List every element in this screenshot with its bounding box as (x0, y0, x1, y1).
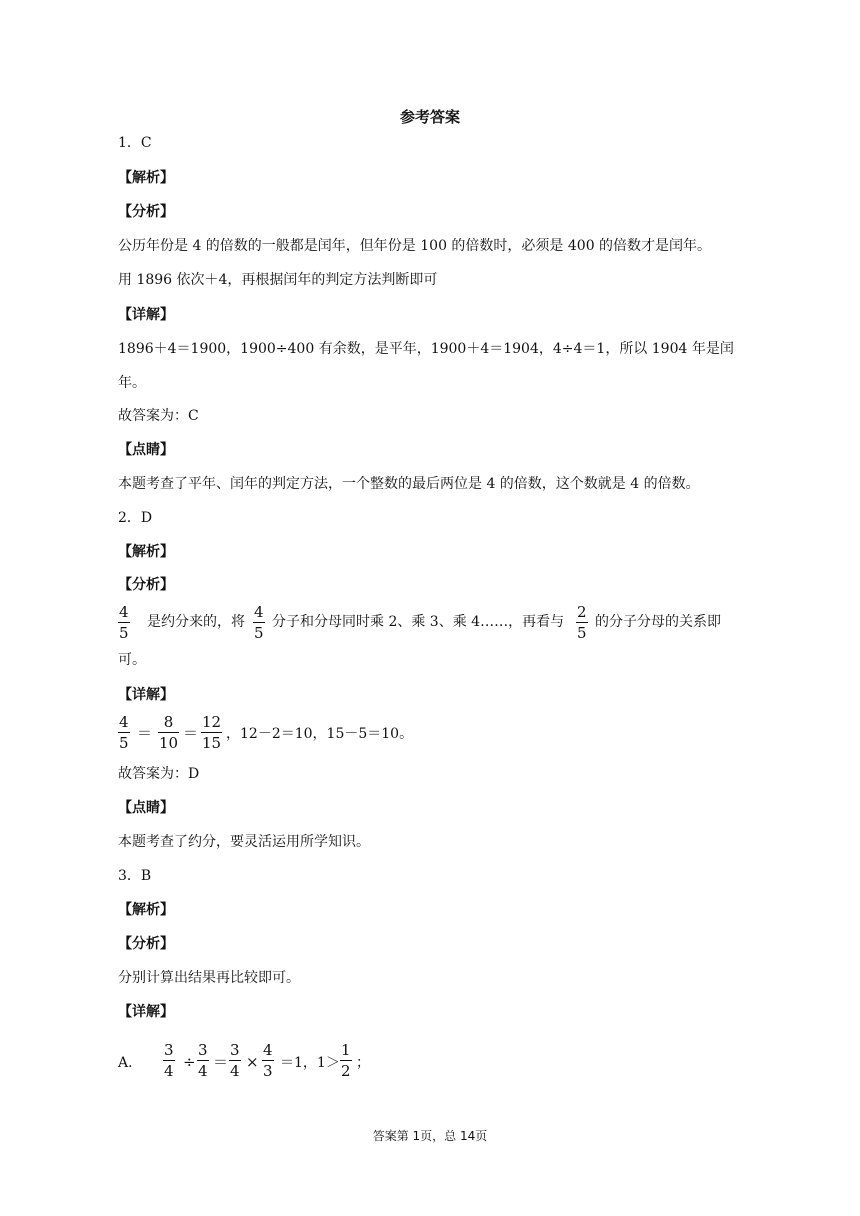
q3-fenxi-line1: 分别计算出结果再比较即可。 (118, 970, 300, 986)
fraction-bar (197, 1060, 209, 1061)
q2-fenxi-text-a: 是约分来的，将 (147, 614, 245, 630)
denominator: 15 (202, 734, 222, 752)
q3-jiexi-label: 【解析】 (118, 902, 174, 918)
q2-equals-2: ＝ (183, 724, 199, 742)
q2-dianjing-line1: 本题考查了约分，要灵活运用所学知识。 (118, 834, 370, 850)
denominator: 5 (119, 624, 129, 642)
numerator: 2 (577, 603, 587, 621)
q3-end-punct: ； (356, 1055, 370, 1071)
denominator: 5 (119, 734, 129, 752)
page-title: 参考答案 (399, 108, 460, 126)
q3-divide: ÷ (183, 1053, 196, 1071)
q2-equals-1: ＝ (137, 724, 153, 742)
q1-xiangjie-line1: 1896＋4＝1900，1900÷400 有余数，是平年，1900＋4＝1904，4÷4＝1，所以 1904 年是闰 (118, 341, 734, 357)
numerator: 8 (163, 713, 174, 731)
q2-xiangjie-rest: ，12－2＝10，15－5＝10。 (226, 726, 414, 742)
q1-dianjing-line1: 本题考查了平年、闰年的判定方法，一个整数的最后两位是 4 的倍数，这个数就是 4 的倍数。 (118, 476, 700, 492)
q3-a-fraction-4-3 (262, 1041, 274, 1080)
denominator: 2 (341, 1062, 351, 1080)
q1-final-answer: 故答案为：C (118, 408, 199, 424)
fraction-bar (340, 1060, 352, 1061)
q3-xiangjie-label: 【详解】 (118, 1004, 174, 1020)
q2-fenxi-text-c: 的分子分母的关系即 (595, 614, 721, 630)
q2-fenxi-label: 【分析】 (118, 577, 174, 593)
denominator: 4 (164, 1062, 174, 1080)
denominator: 5 (254, 624, 264, 642)
q1-answer: 1．C (118, 135, 152, 151)
fraction-bar (201, 732, 222, 733)
q2-eq-fraction-8-10 (158, 713, 179, 752)
fraction-bar (163, 1060, 175, 1061)
denominator: 3 (263, 1062, 273, 1080)
q3-a-fraction-1-2 (340, 1041, 352, 1080)
q2-xiangjie-label: 【详解】 (118, 687, 174, 703)
q2-eq-fraction-12-15 (201, 713, 222, 752)
q3-mid-text: ＝1，1＞ (280, 1055, 340, 1071)
q3-times: × (246, 1053, 259, 1071)
q1-jiexi-label: 【解析】 (118, 170, 174, 186)
fraction-bar (262, 1060, 274, 1061)
fraction-bar (118, 622, 130, 623)
q3-equals: ＝ (213, 1053, 229, 1071)
q2-fraction-2-5 (576, 603, 588, 642)
q3-a-fraction-3-4 (163, 1041, 175, 1080)
numerator: 12 (202, 713, 222, 731)
numerator: 3 (164, 1041, 174, 1059)
q3-a-fraction-3-4-c (229, 1041, 241, 1080)
q2-eq-fraction-4-5 (118, 713, 130, 752)
fraction-bar (576, 622, 588, 623)
q2-dianjing-label: 【点睛】 (118, 800, 174, 816)
q2-jiexi-label: 【解析】 (118, 544, 174, 560)
denominator: 10 (159, 734, 179, 752)
denominator: 4 (198, 1062, 208, 1080)
numerator: 1 (341, 1041, 351, 1059)
q1-xiangjie-line2: 年。 (118, 375, 146, 391)
denominator: 4 (230, 1062, 240, 1080)
q3-a-fraction-3-4-b (197, 1041, 209, 1080)
numerator: 3 (230, 1041, 240, 1059)
q3-fenxi-label: 【分析】 (118, 936, 174, 952)
q2-fenxi-text-b: 分子和分母同时乘 2、乘 3、乘 4……，再看与 (272, 614, 565, 630)
numerator: 4 (263, 1041, 273, 1059)
q1-dianjing-label: 【点睛】 (118, 442, 174, 458)
q2-final-answer: 故答案为：D (118, 766, 200, 782)
q1-xiangjie-label: 【详解】 (118, 307, 174, 323)
q2-fraction-4-5 (118, 603, 130, 642)
numerator: 4 (119, 713, 129, 731)
numerator: 3 (198, 1041, 208, 1059)
q3-option-a-label: A． (118, 1055, 143, 1071)
q1-fenxi-line2: 用 1896 依次＋4，再根据闰年的判定方法判断即可 (118, 272, 438, 288)
fraction-bar (158, 732, 179, 733)
fraction-bar (229, 1060, 241, 1061)
q1-fenxi-line1: 公历年份是 4 的倍数的一般都是闰年，但年份是 100 的倍数时，必须是 400 的倍数才是闰年。 (118, 238, 712, 254)
q1-fenxi-label: 【分析】 (118, 204, 174, 220)
denominator: 5 (577, 624, 587, 642)
page-footer: 答案第 1页，总 14页 (372, 1129, 488, 1143)
numerator: 4 (119, 603, 129, 621)
q2-fenxi-line2: 可。 (118, 652, 146, 668)
q3-answer: 3．B (118, 868, 152, 884)
fraction-bar (118, 732, 130, 733)
q2-answer: 2．D (118, 510, 153, 526)
fraction-bar (253, 622, 265, 623)
q2-fraction-4-5-b (253, 603, 265, 642)
numerator: 4 (254, 603, 264, 621)
